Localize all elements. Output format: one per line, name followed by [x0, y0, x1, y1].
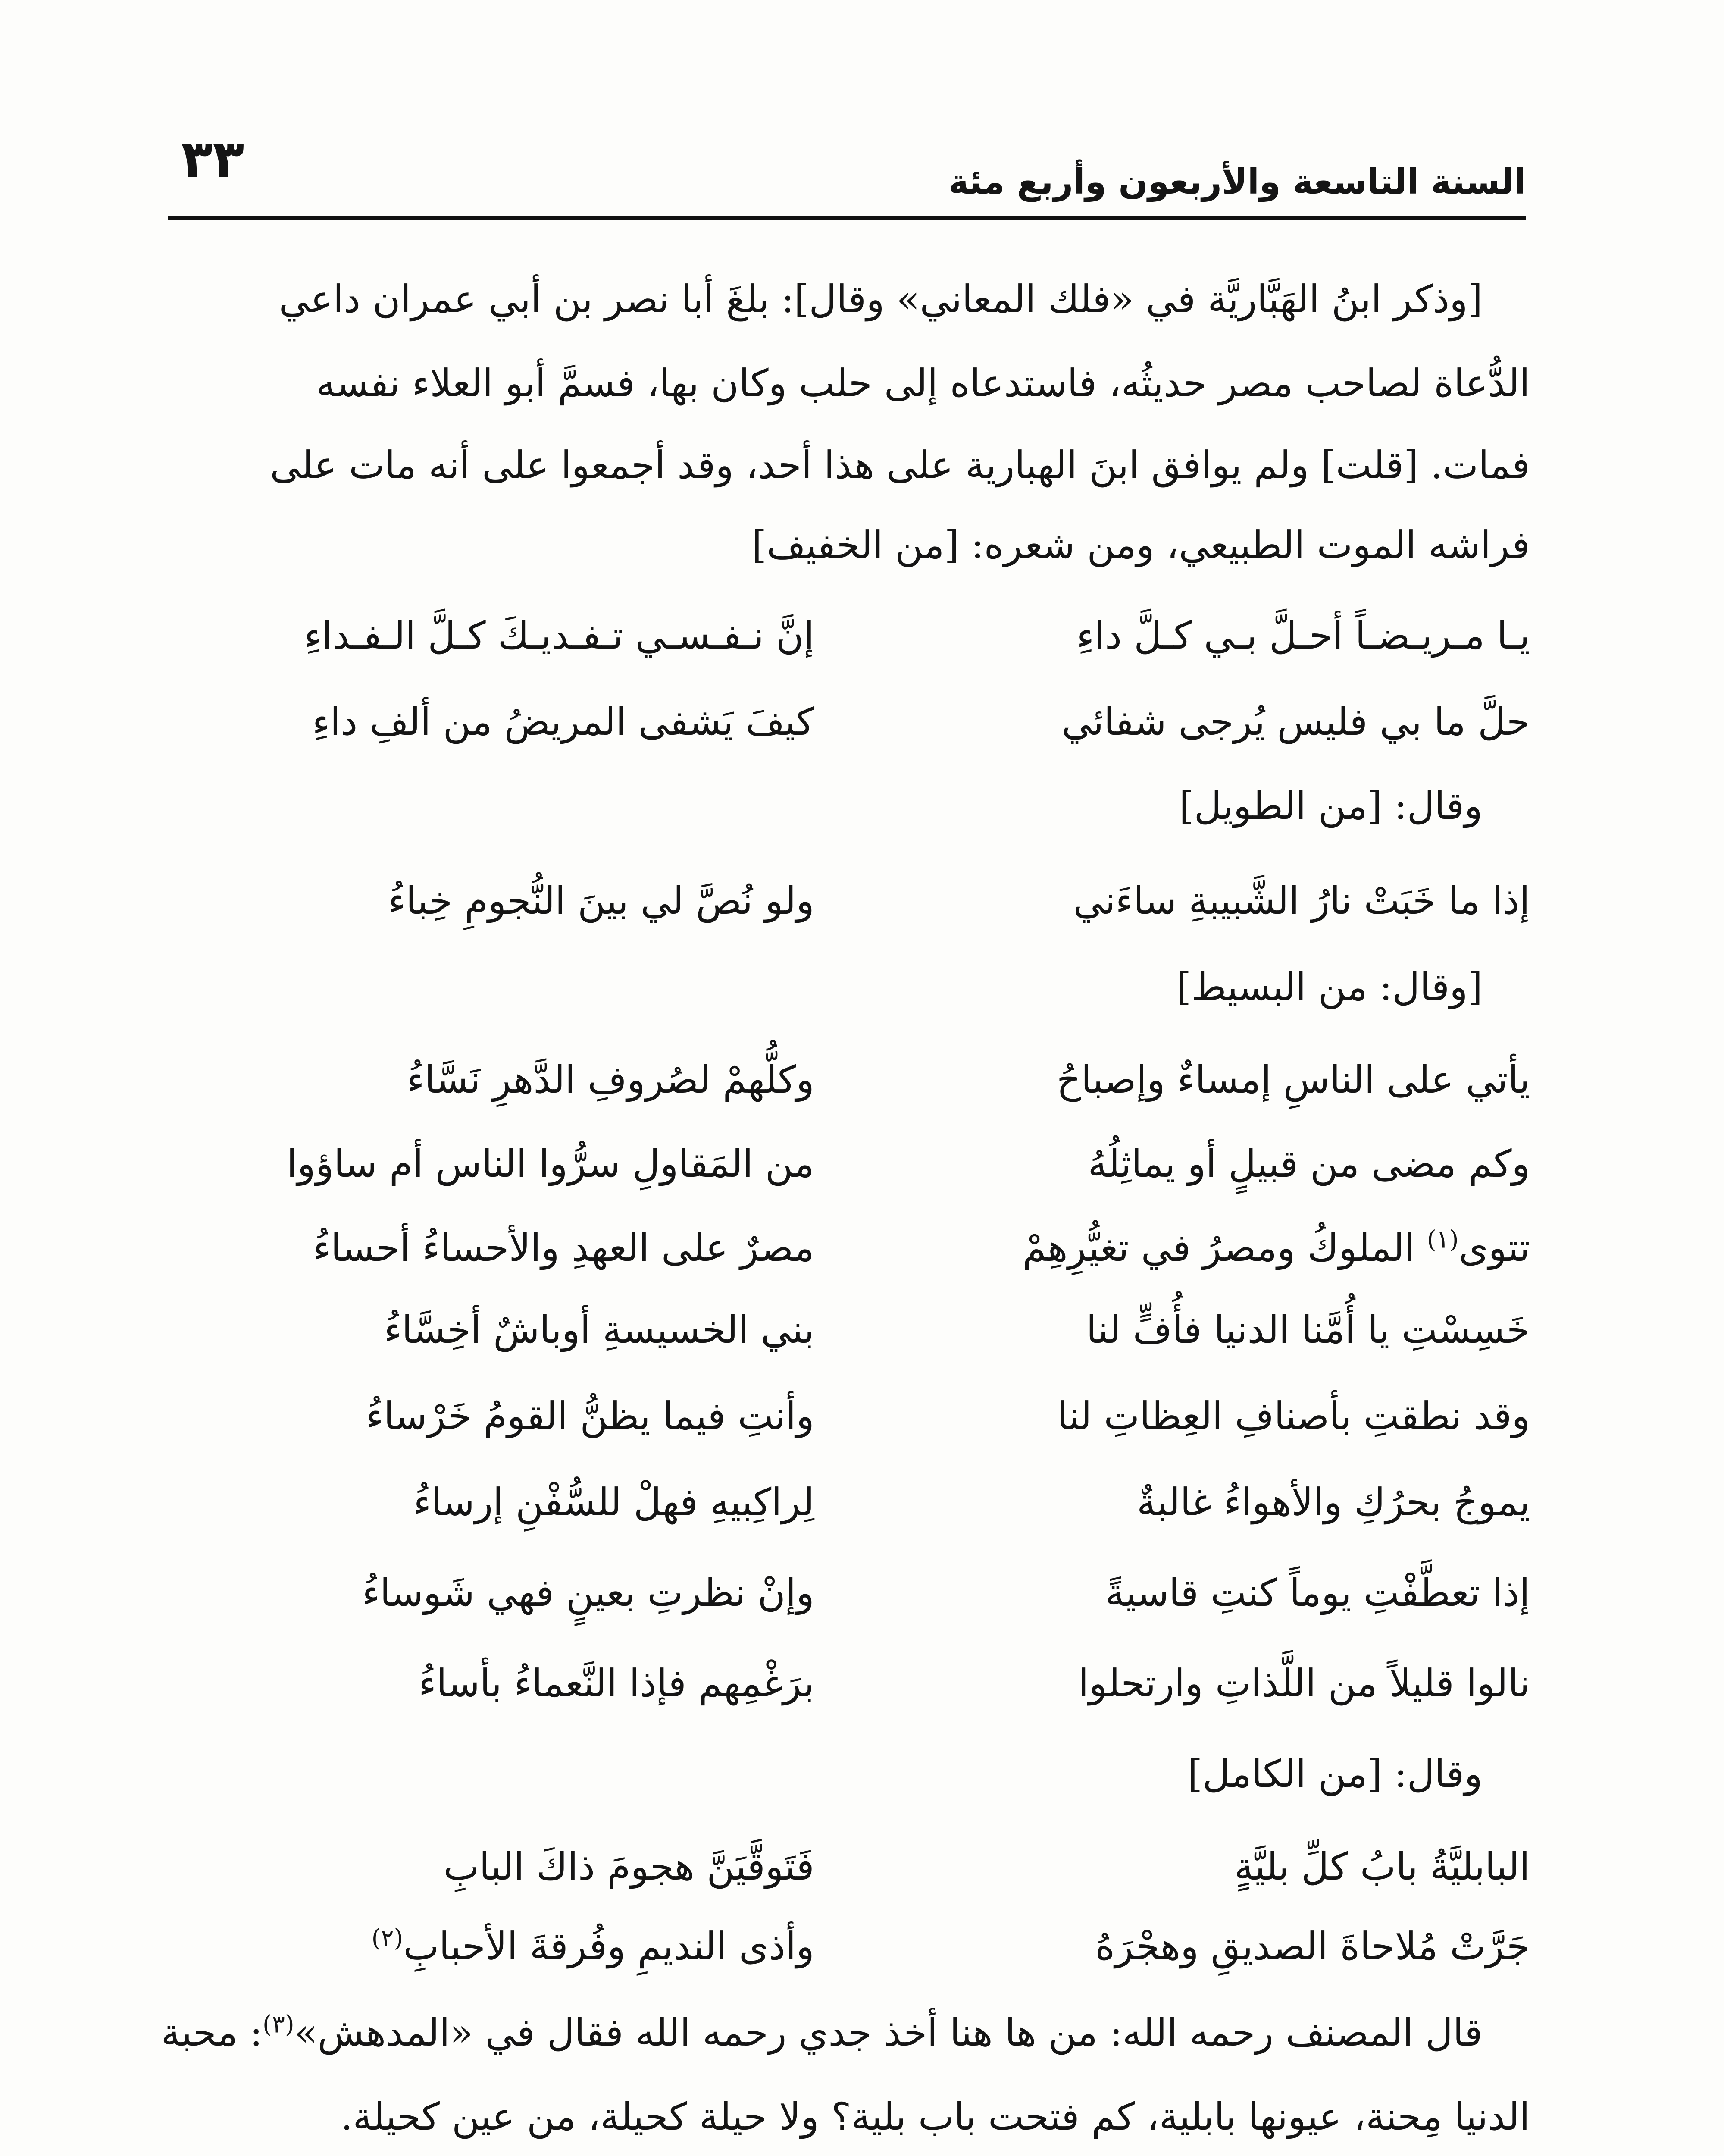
header-divider	[168, 216, 1526, 220]
prose-line: فمات. [قلت] ولم يوافق ابنَ الهبارية على هذا أحد، وقد أجمعوا على أنه مات على	[270, 443, 1530, 487]
verse-hemistich-left: ولو نُصَّ لي بينَ النُّجومِ خِباءُ	[388, 878, 814, 923]
prose-line	[161, 2010, 1483, 2055]
prose-line: [وذكر ابنُ الهَبَّاريَّة في «فلك المعاني» وقال]: بلغَ أبا نصر بن أبي عمران داعي	[278, 277, 1483, 321]
verse-hemistich-left: من المَقاولِ سرُّوا الناس أم ساؤوا	[286, 1141, 814, 1186]
verse-hemistich-left	[371, 1924, 814, 1968]
meter-label: وقال: [من الكامل]	[1187, 1752, 1483, 1796]
verse-hemistich-left: بني الخسيسةِ أوباشٌ أخِسَّاءُ	[384, 1307, 814, 1352]
verse-hemistich-left: لِراكِبيهِ فهلْ للسُّفْنِ إرساءُ	[413, 1480, 814, 1524]
verse-hemistich-left: برَغْمِهم فإذا النَّعماءُ بأساءُ	[418, 1661, 814, 1705]
verse-hemistich-right: إذا تعطَّفْتِ يوماً كنتِ قاسيةً	[1105, 1570, 1530, 1615]
verse-text: الملوكُ ومصرُ في تغيُّرِهِمْ	[1022, 1225, 1427, 1270]
prose-text: : محبة	[161, 2010, 263, 2055]
verse-hemistich-right	[1022, 1225, 1530, 1270]
verse-hemistich-left: وكلُّهمْ لصُروفِ الدَّهرِ نَسَّاءُ	[407, 1057, 814, 1102]
verse-text: وأذى النديمِ وفُرقةَ الأحبابِ	[403, 1924, 814, 1968]
meter-label: [وقال: من البسيط]	[1176, 965, 1483, 1009]
prose-text: قال المصنف رحمه الله: من ها هنا أخذ جدي رحمه الله فقال في «المدهش»	[294, 2010, 1483, 2055]
prose-line: الدنيا مِحنة، عيونها بابلية، كم فتحت باب بلية؟ ولا حيلة كحيلة، من عين كحيلة.	[341, 2094, 1530, 2139]
verse-text: تتوى	[1458, 1225, 1530, 1270]
verse-hemistich-right: وكم مضى من قبيلٍ أو يماثِلُهُ	[1088, 1141, 1530, 1186]
page-number: ٣٣	[181, 129, 244, 189]
verse-hemistich-right: البابليَّةُ بابُ كلِّ بليَّةٍ	[1234, 1844, 1530, 1889]
prose-line: الدُّعاة لصاحب مصر حديثُه، فاستدعاه إلى حلب وكان بها، فسمَّ أبو العلاء نفسه	[316, 361, 1530, 405]
verse-hemistich-right: وقد نطقتِ بأصنافِ العِظاتِ لنا	[1057, 1394, 1530, 1438]
footnote-marker: (٢)	[371, 1924, 404, 1952]
verse-hemistich-right: يـا مـريـضـاً أحـلَّ بـي كـلَّ داءِ	[1076, 613, 1530, 658]
verse-hemistich-left: وإنْ نظرتِ بعينٍ فهي شَوساءُ	[362, 1570, 814, 1615]
running-header-title: السنة التاسعة والأربعون وأربع مئة	[948, 162, 1526, 202]
verse-hemistich-right: يموجُ بحرُكِ والأهواءُ غالبةٌ	[1136, 1480, 1530, 1524]
prose-line: فراشه الموت الطبيعي، ومن شعره: [من الخفيف]	[751, 523, 1530, 567]
verse-hemistich-left: إنَّ نـفـسـي تـفـديـكَ كـلَّ الـفـداءِ	[303, 613, 814, 658]
verse-hemistich-right: خَسِسْتِ يا أُمَّنا الدنيا فأُفٍّ لنا	[1086, 1307, 1530, 1352]
verse-hemistich-right: حلَّ ما بي فليس يُرجى شفائي	[1061, 699, 1530, 744]
verse-hemistich-left: وأنتِ فيما يظنُّ القومُ خَرْساءُ	[366, 1394, 814, 1438]
verse-hemistich-right: يأتي على الناسِ إمساءٌ وإصباحُ	[1056, 1057, 1530, 1102]
footnote-marker: (٣)	[262, 2010, 294, 2039]
verse-hemistich-left: مصرٌ على العهدِ والأحساءُ أحساءُ	[313, 1225, 814, 1270]
verse-hemistich-left: فَتَوقَّيَنَّ هجومَ ذاكَ البابِ	[443, 1844, 814, 1889]
verse-hemistich-left: كيفَ يَشفى المريضُ من ألفِ داءِ	[312, 699, 814, 744]
verse-hemistich-right: إذا ما خَبَتْ نارُ الشَّبيبةِ ساءَني	[1073, 878, 1530, 923]
footnote-marker: (١)	[1427, 1225, 1459, 1254]
meter-label: وقال: [من الطويل]	[1179, 783, 1483, 828]
verse-hemistich-right: جَرَّتْ مُلاحاةَ الصديقِ وهجْرَهُ	[1095, 1924, 1530, 1968]
verse-hemistich-right: نالوا قليلاً من اللَّذاتِ وارتحلوا	[1078, 1661, 1530, 1705]
